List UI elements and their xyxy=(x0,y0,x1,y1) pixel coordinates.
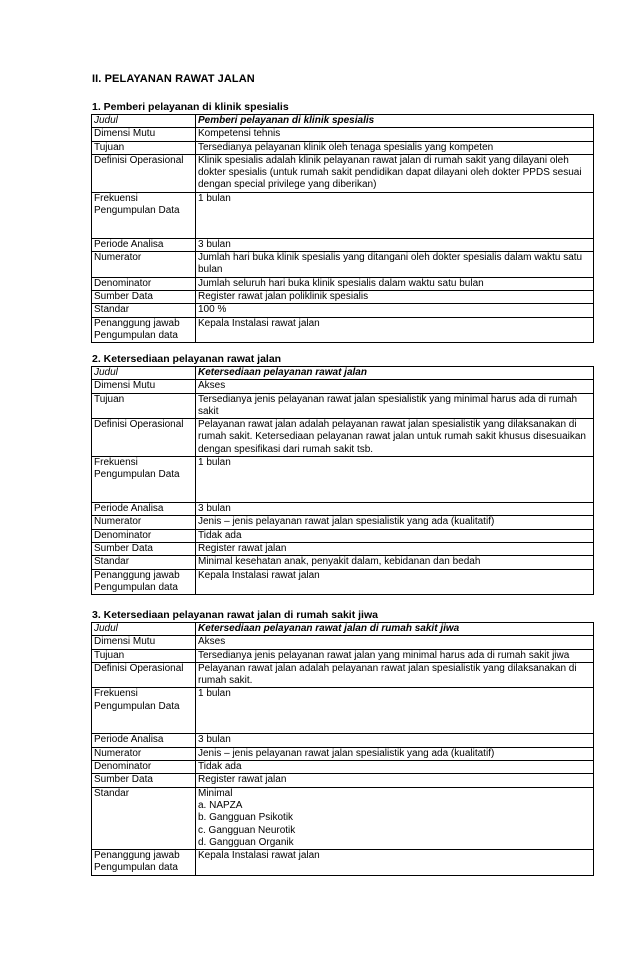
row-value: Pemberi pelayanan di klinik spesialis xyxy=(196,115,594,128)
row-label: Judul xyxy=(92,367,196,380)
table-row xyxy=(92,636,594,649)
row-label: Sumber Data xyxy=(92,290,196,303)
row-value: 3 bulan xyxy=(196,238,594,251)
row-value: 3 bulan xyxy=(196,734,594,747)
row-value: Jumlah hari buka klinik spesialis yang ditangani oleh dokter spesialis dalam waktu satu bulan xyxy=(196,252,594,278)
row-value: 100 % xyxy=(196,304,594,317)
table-row xyxy=(92,154,594,192)
row-label: Dimensi Mutu xyxy=(92,380,196,393)
table-row xyxy=(92,542,594,555)
row-value: 1 bulan xyxy=(196,688,594,734)
row-label: Definisi Operasional xyxy=(92,662,196,688)
table-row xyxy=(92,662,594,688)
row-label: Sumber Data xyxy=(92,774,196,787)
row-label: Tujuan xyxy=(92,141,196,154)
section-2 xyxy=(91,353,594,595)
row-label: Periode Analisa xyxy=(92,503,196,516)
row-value: Jenis – jenis pelayanan rawat jalan spesialistik yang ada (kualitatif) xyxy=(196,516,594,529)
row-label: Frekuensi Pengumpulan Data xyxy=(92,457,196,503)
standar-item: d. Gangguan Organik xyxy=(198,836,294,848)
row-label: Denominator xyxy=(92,529,196,542)
row-label: Standar xyxy=(92,556,196,569)
standar-item: c. Gangguan Neurotik xyxy=(198,824,296,836)
row-label: Judul xyxy=(92,115,196,128)
row-label: Dimensi Mutu xyxy=(92,636,196,649)
row-value: Ketersediaan pelayanan rawat jalan xyxy=(196,367,594,380)
row-value: Kepala Instalasi rawat jalan xyxy=(196,317,594,343)
row-label: Definisi Operasional xyxy=(92,154,196,192)
row-label: Standar xyxy=(92,787,196,849)
row-value: Tersedianya jenis pelayanan rawat jalan spesialistik yang minimal harus ada di rumah sakit xyxy=(196,393,594,419)
section-2-title: 2. Ketersediaan pelayanan rawat jalan xyxy=(92,353,282,365)
table-row xyxy=(92,128,594,141)
row-value: Pelayanan rawat jalan adalah pelayanan rawat jalan spesialistik yang dilaksanakan di rumah sakit. xyxy=(196,662,594,688)
table-row xyxy=(92,569,594,595)
section-3-title: 3. Ketersediaan pelayanan rawat jalan di rumah sakit jiwa xyxy=(92,609,378,621)
row-label: Frekuensi Pengumpulan Data xyxy=(92,192,196,238)
row-label: Penanggung jawab Pengumpulan data xyxy=(92,850,196,876)
row-value: Akses xyxy=(196,636,594,649)
table-row xyxy=(92,419,594,457)
row-value: Register rawat jalan xyxy=(196,774,594,787)
row-label: Denominator xyxy=(92,761,196,774)
row-label: Periode Analisa xyxy=(92,238,196,251)
row-label: Standar xyxy=(92,304,196,317)
table-row xyxy=(92,457,594,503)
row-label: Definisi Operasional xyxy=(92,419,196,457)
row-label: Numerator xyxy=(92,252,196,278)
table-row xyxy=(92,252,594,278)
table-row xyxy=(92,192,594,238)
row-label: Dimensi Mutu xyxy=(92,128,196,141)
row-value: Tersedianya jenis pelayanan rawat jalan yang minimal harus ada di rumah sakit jiwa xyxy=(196,649,594,662)
row-value: Kepala Instalasi rawat jalan xyxy=(196,850,594,876)
row-value: Pelayanan rawat jalan adalah pelayanan rawat jalan spesialistik yang dilaksanakan di rumah sakit. Ketersediaan pelayanan rawat jalan untuk rumah sakit khusus disesuaikan dengan spesifikasi dari rumah sakit tsb. xyxy=(196,419,594,457)
section-1-table xyxy=(91,114,594,343)
row-value: Jumlah seluruh hari buka klinik spesialis dalam waktu satu bulan xyxy=(196,277,594,290)
table-row xyxy=(92,304,594,317)
table-row xyxy=(92,516,594,529)
row-value: Minimal kesehatan anak, penyakit dalam, kebidanan dan bedah xyxy=(196,556,594,569)
table-row xyxy=(92,787,594,849)
section-2-table xyxy=(91,366,594,595)
table-row xyxy=(92,850,594,876)
row-label: Sumber Data xyxy=(92,542,196,555)
section-1-title: 1. Pemberi pelayanan di klinik spesialis xyxy=(92,101,289,113)
row-value: Jenis – jenis pelayanan rawat jalan spesialistik yang ada (kualitatif) xyxy=(196,747,594,760)
standar-item: a. NAPZA xyxy=(198,799,243,811)
table-row xyxy=(92,393,594,419)
table-row xyxy=(92,623,594,636)
table-row xyxy=(92,761,594,774)
row-value: Akses xyxy=(196,380,594,393)
row-value: Tidak ada xyxy=(196,761,594,774)
row-label: Numerator xyxy=(92,747,196,760)
row-value: Tersedianya pelayanan klinik oleh tenaga spesialis yang kompeten xyxy=(196,141,594,154)
row-value: Ketersediaan pelayanan rawat jalan di rumah sakit jiwa xyxy=(196,623,594,636)
table-row xyxy=(92,688,594,734)
table-row xyxy=(92,277,594,290)
standar-list xyxy=(196,787,594,849)
table-row xyxy=(92,734,594,747)
table-row xyxy=(92,317,594,343)
row-label: Numerator xyxy=(92,516,196,529)
table-row xyxy=(92,649,594,662)
row-value: Kepala Instalasi rawat jalan xyxy=(196,569,594,595)
row-value: 1 bulan xyxy=(196,192,594,238)
row-value: Kompetensi tehnis xyxy=(196,128,594,141)
table-row xyxy=(92,556,594,569)
table-row xyxy=(92,367,594,380)
row-label: Periode Analisa xyxy=(92,734,196,747)
page-heading: II. PELAYANAN RAWAT JALAN xyxy=(92,73,255,85)
table-row xyxy=(92,238,594,251)
row-value: Register rawat jalan xyxy=(196,542,594,555)
table-row xyxy=(92,747,594,760)
table-row xyxy=(92,290,594,303)
row-label: Tujuan xyxy=(92,649,196,662)
table-row xyxy=(92,774,594,787)
row-label: Denominator xyxy=(92,277,196,290)
row-label: Tujuan xyxy=(92,393,196,419)
row-value: 3 bulan xyxy=(196,503,594,516)
row-label: Penanggung jawab Pengumpulan data xyxy=(92,317,196,343)
row-label: Frekuensi Pengumpulan Data xyxy=(92,688,196,734)
row-value: Klinik spesialis adalah klinik pelayanan rawat jalan di rumah sakit yang dilayani oleh dokter spesialis (untuk rumah sakit pendidikan dapat dilayani oleh dokter PPDS sesuai dengan special privilege yang diberikan) xyxy=(196,154,594,192)
row-label: Judul xyxy=(92,623,196,636)
row-value: 1 bulan xyxy=(196,457,594,503)
row-value: Register rawat jalan poliklinik spesialis xyxy=(196,290,594,303)
table-row xyxy=(92,529,594,542)
row-label: Penanggung jawab Pengumpulan data xyxy=(92,569,196,595)
table-row xyxy=(92,503,594,516)
table-row xyxy=(92,141,594,154)
table-row xyxy=(92,115,594,128)
table-row xyxy=(92,380,594,393)
section-1 xyxy=(91,101,594,343)
standar-item: b. Gangguan Psikotik xyxy=(198,812,294,824)
section-3 xyxy=(91,609,594,876)
row-value: Tidak ada xyxy=(196,529,594,542)
section-3-table xyxy=(91,622,594,876)
standar-item: Minimal xyxy=(198,787,233,799)
